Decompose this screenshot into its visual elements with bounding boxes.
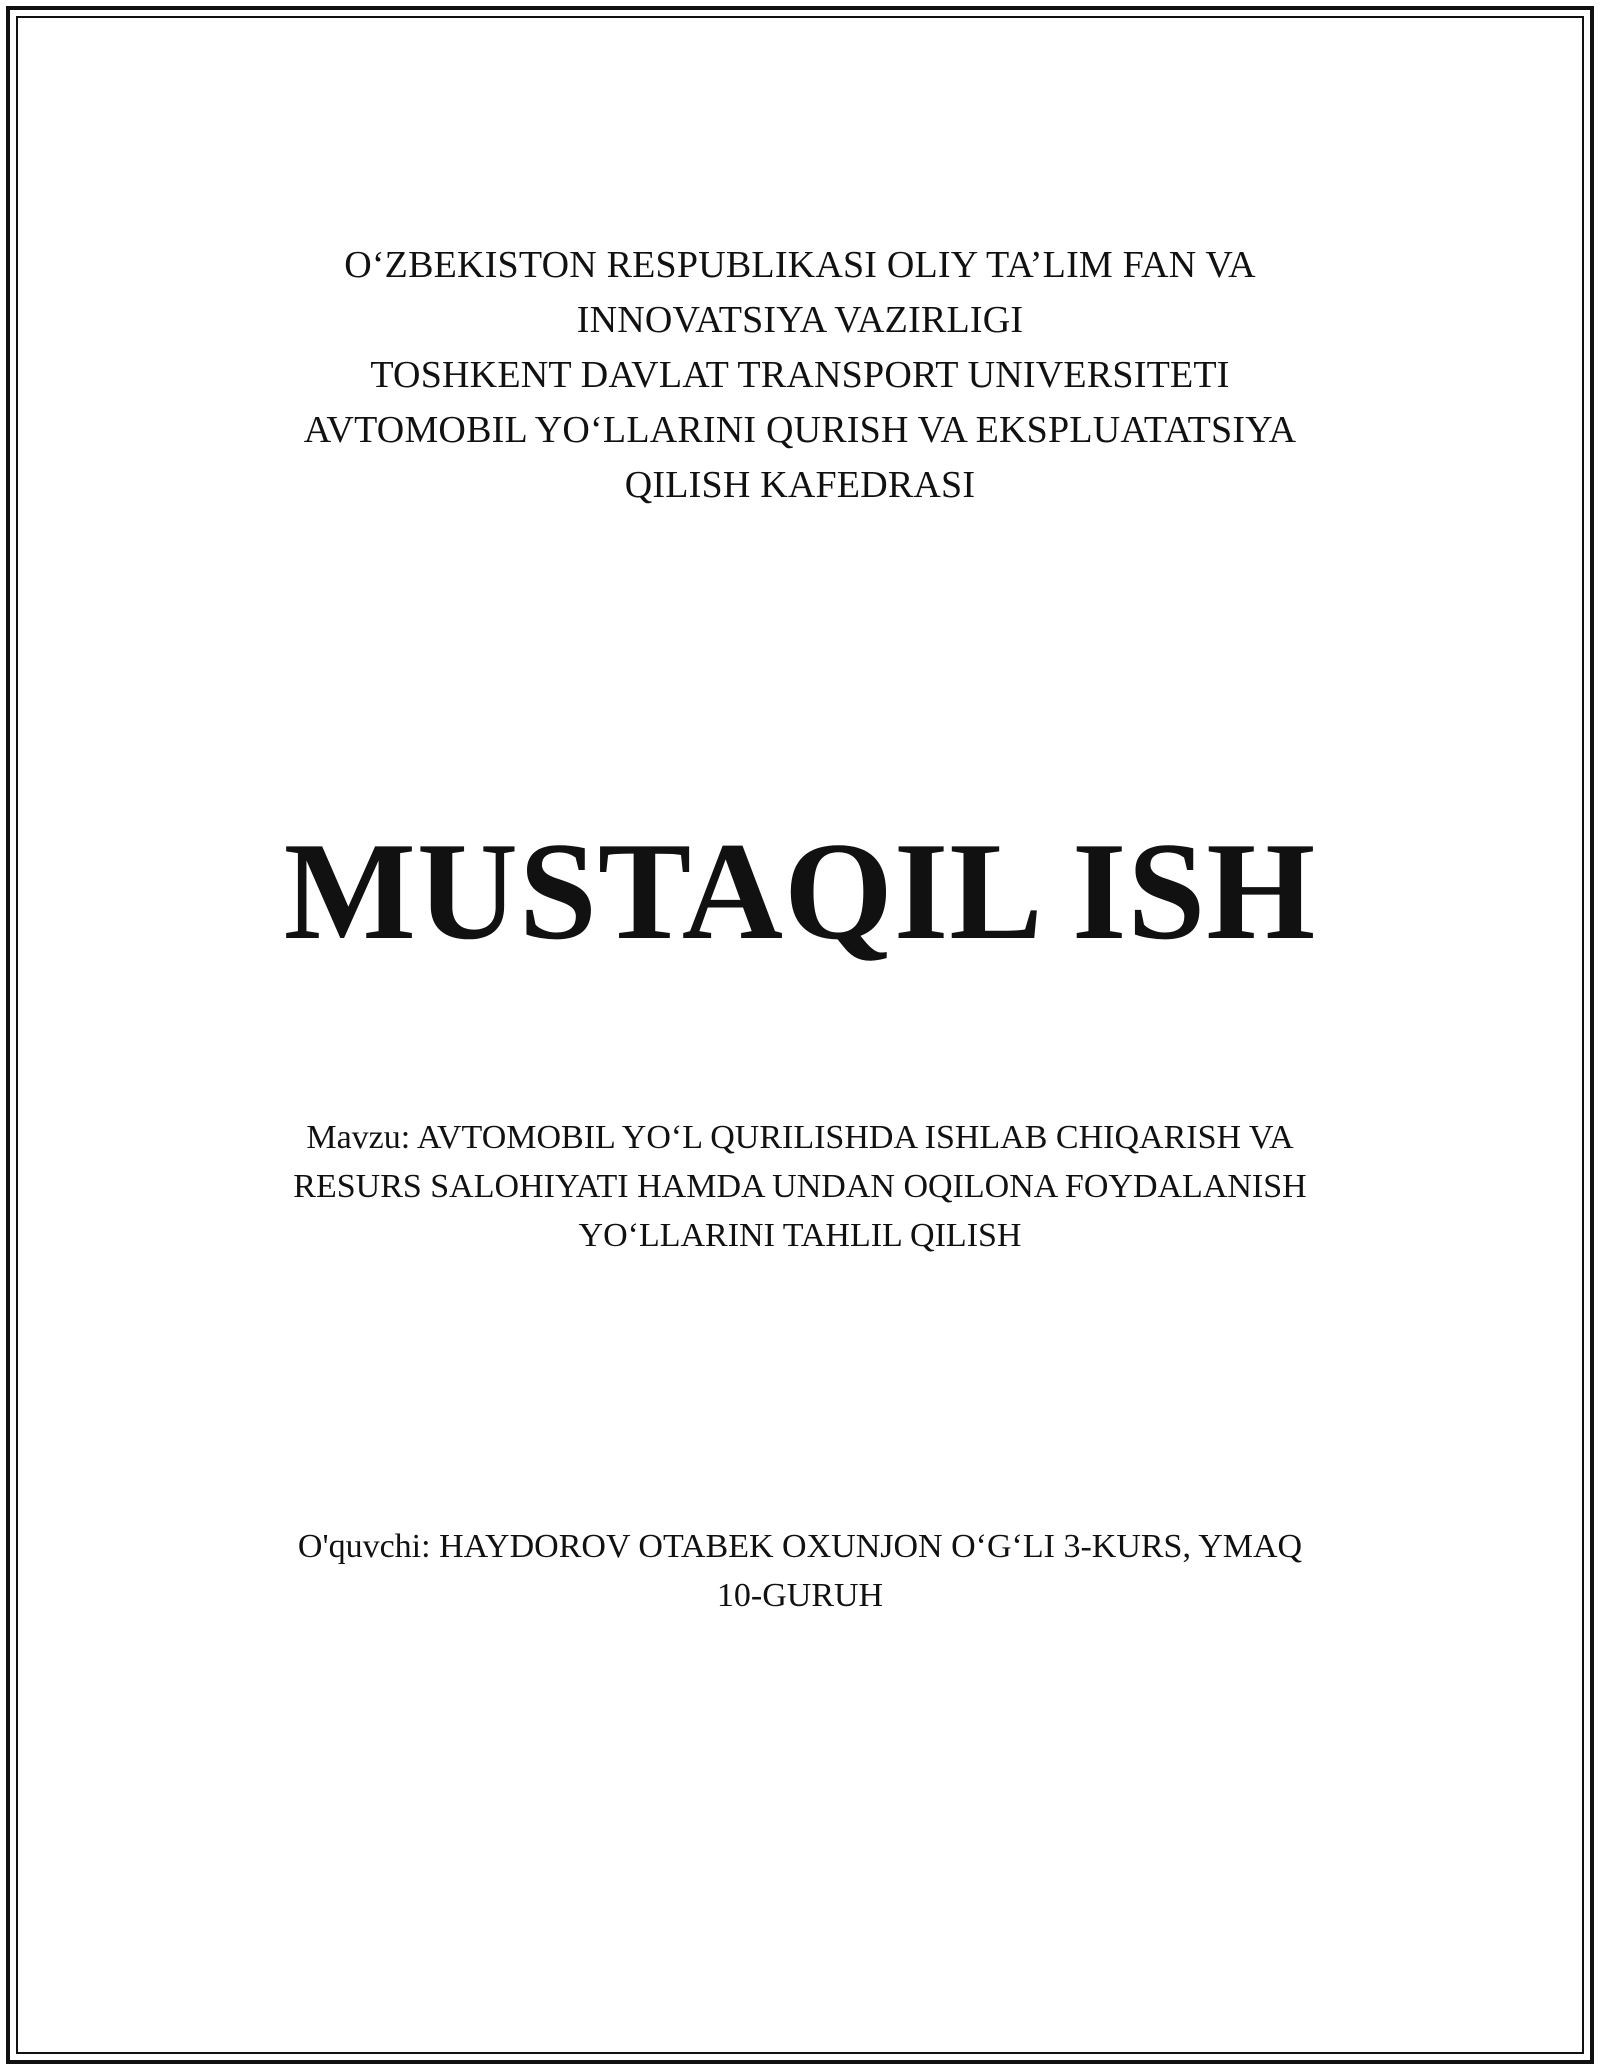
header-line-department-cont: QILISH KAFEDRASI: [624, 464, 976, 506]
student-line: O'quvchi: HAYDOROV OTABEK OXUNJON O‘G‘LI 3-KURS, YMAQ: [297, 1528, 1303, 1565]
student-line: 10-GURUH: [716, 1577, 884, 1614]
topic-line: Mavzu: AVTOMOBIL YO‘L QURILISHDA ISHLAB CHIQARISH VA: [306, 1119, 1294, 1156]
header-line-department: AVTOMOBIL YO‘LLARINI QURISH VA EKSPLUATATSIYA: [303, 409, 1297, 451]
topic-line: YO‘LLARINI TAHLIL QILISH: [578, 1217, 1022, 1254]
document-title: MUSTAQIL ISH: [283, 814, 1317, 969]
document-title-block: [200, 812, 1400, 972]
header-line-ministry-cont: INNOVATSIYA VAZIRLIGI: [576, 299, 1024, 341]
topic-block: [200, 1113, 1400, 1260]
student-info-block: [200, 1522, 1400, 1620]
topic-line: RESURS SALOHIYATI HAMDA UNDAN OQILONA FOYDALANISH: [293, 1168, 1307, 1205]
institution-header: [200, 238, 1400, 513]
header-line-ministry: O‘ZBEKISTON RESPUBLIKASI OLIY TA’LIM FAN VA: [344, 244, 1256, 286]
header-line-university: TOSHKENT DAVLAT TRANSPORT UNIVERSITETI: [370, 354, 1230, 396]
